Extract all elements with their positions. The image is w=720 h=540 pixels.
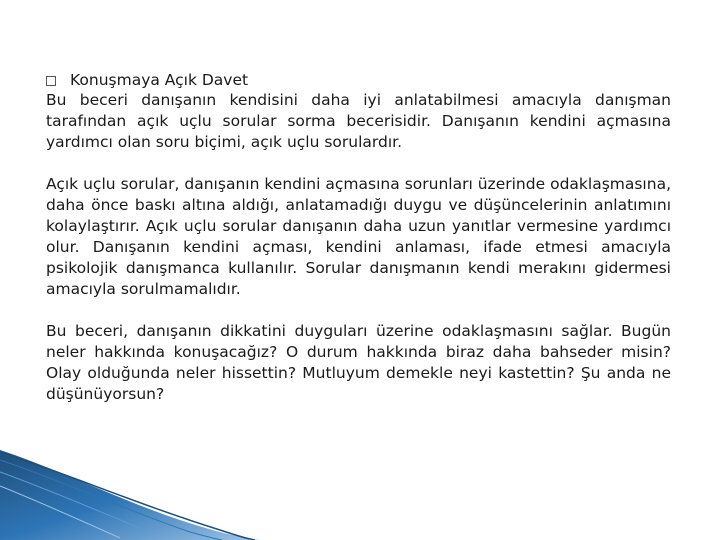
- slide-heading: [46, 70, 671, 90]
- paragraph-2: Açık uçlu sorular, danışanın kendini açmasına sorunları üzerinde odaklaşmasına, daha önce baskı altına aldığı, anlatamadığı duygu ve düşüncelerinin anlatımını kolaylaştırır. Açık uçlu sorular danışanın daha uzun yanıtlar vermesine yardımcı olur. Danışanın kendini açması, kendini anlaması, ifade etmesi amacıyla psikolojik danışmanca kullanılır. Sorular danışmanın kendi merakını gidermesi amacıyla sorulmamalıdır.: [46, 175, 671, 298]
- heading-title: Konuşmaya Açık Davet: [70, 71, 249, 89]
- decorative-wave: [0, 450, 720, 540]
- paragraph-1: Bu beceri danışanın kendisini daha iyi anlatabilmesi amacıyla danışman tarafından açık uçlu sorular sorma becerisidir. Danışanın kendini açmasına yardımcı olan soru biçimi, açık uçlu sorulardır.: [46, 91, 671, 151]
- wave-shape: [0, 450, 260, 540]
- paragraph-3: Bu beceri, danışanın dikkatini duyguları üzerine odaklaşmasını sağlar. Bugün neler hakkında konuşacağız? O durum hakkında biraz daha bahseder misin? Olay olduğunda neler hissettin? Mutluyum demekle neyi kastettin? Şu anda ne düşünüyorsun?: [46, 322, 671, 403]
- slide-content: [46, 70, 671, 405]
- square-bullet-icon: [46, 76, 56, 86]
